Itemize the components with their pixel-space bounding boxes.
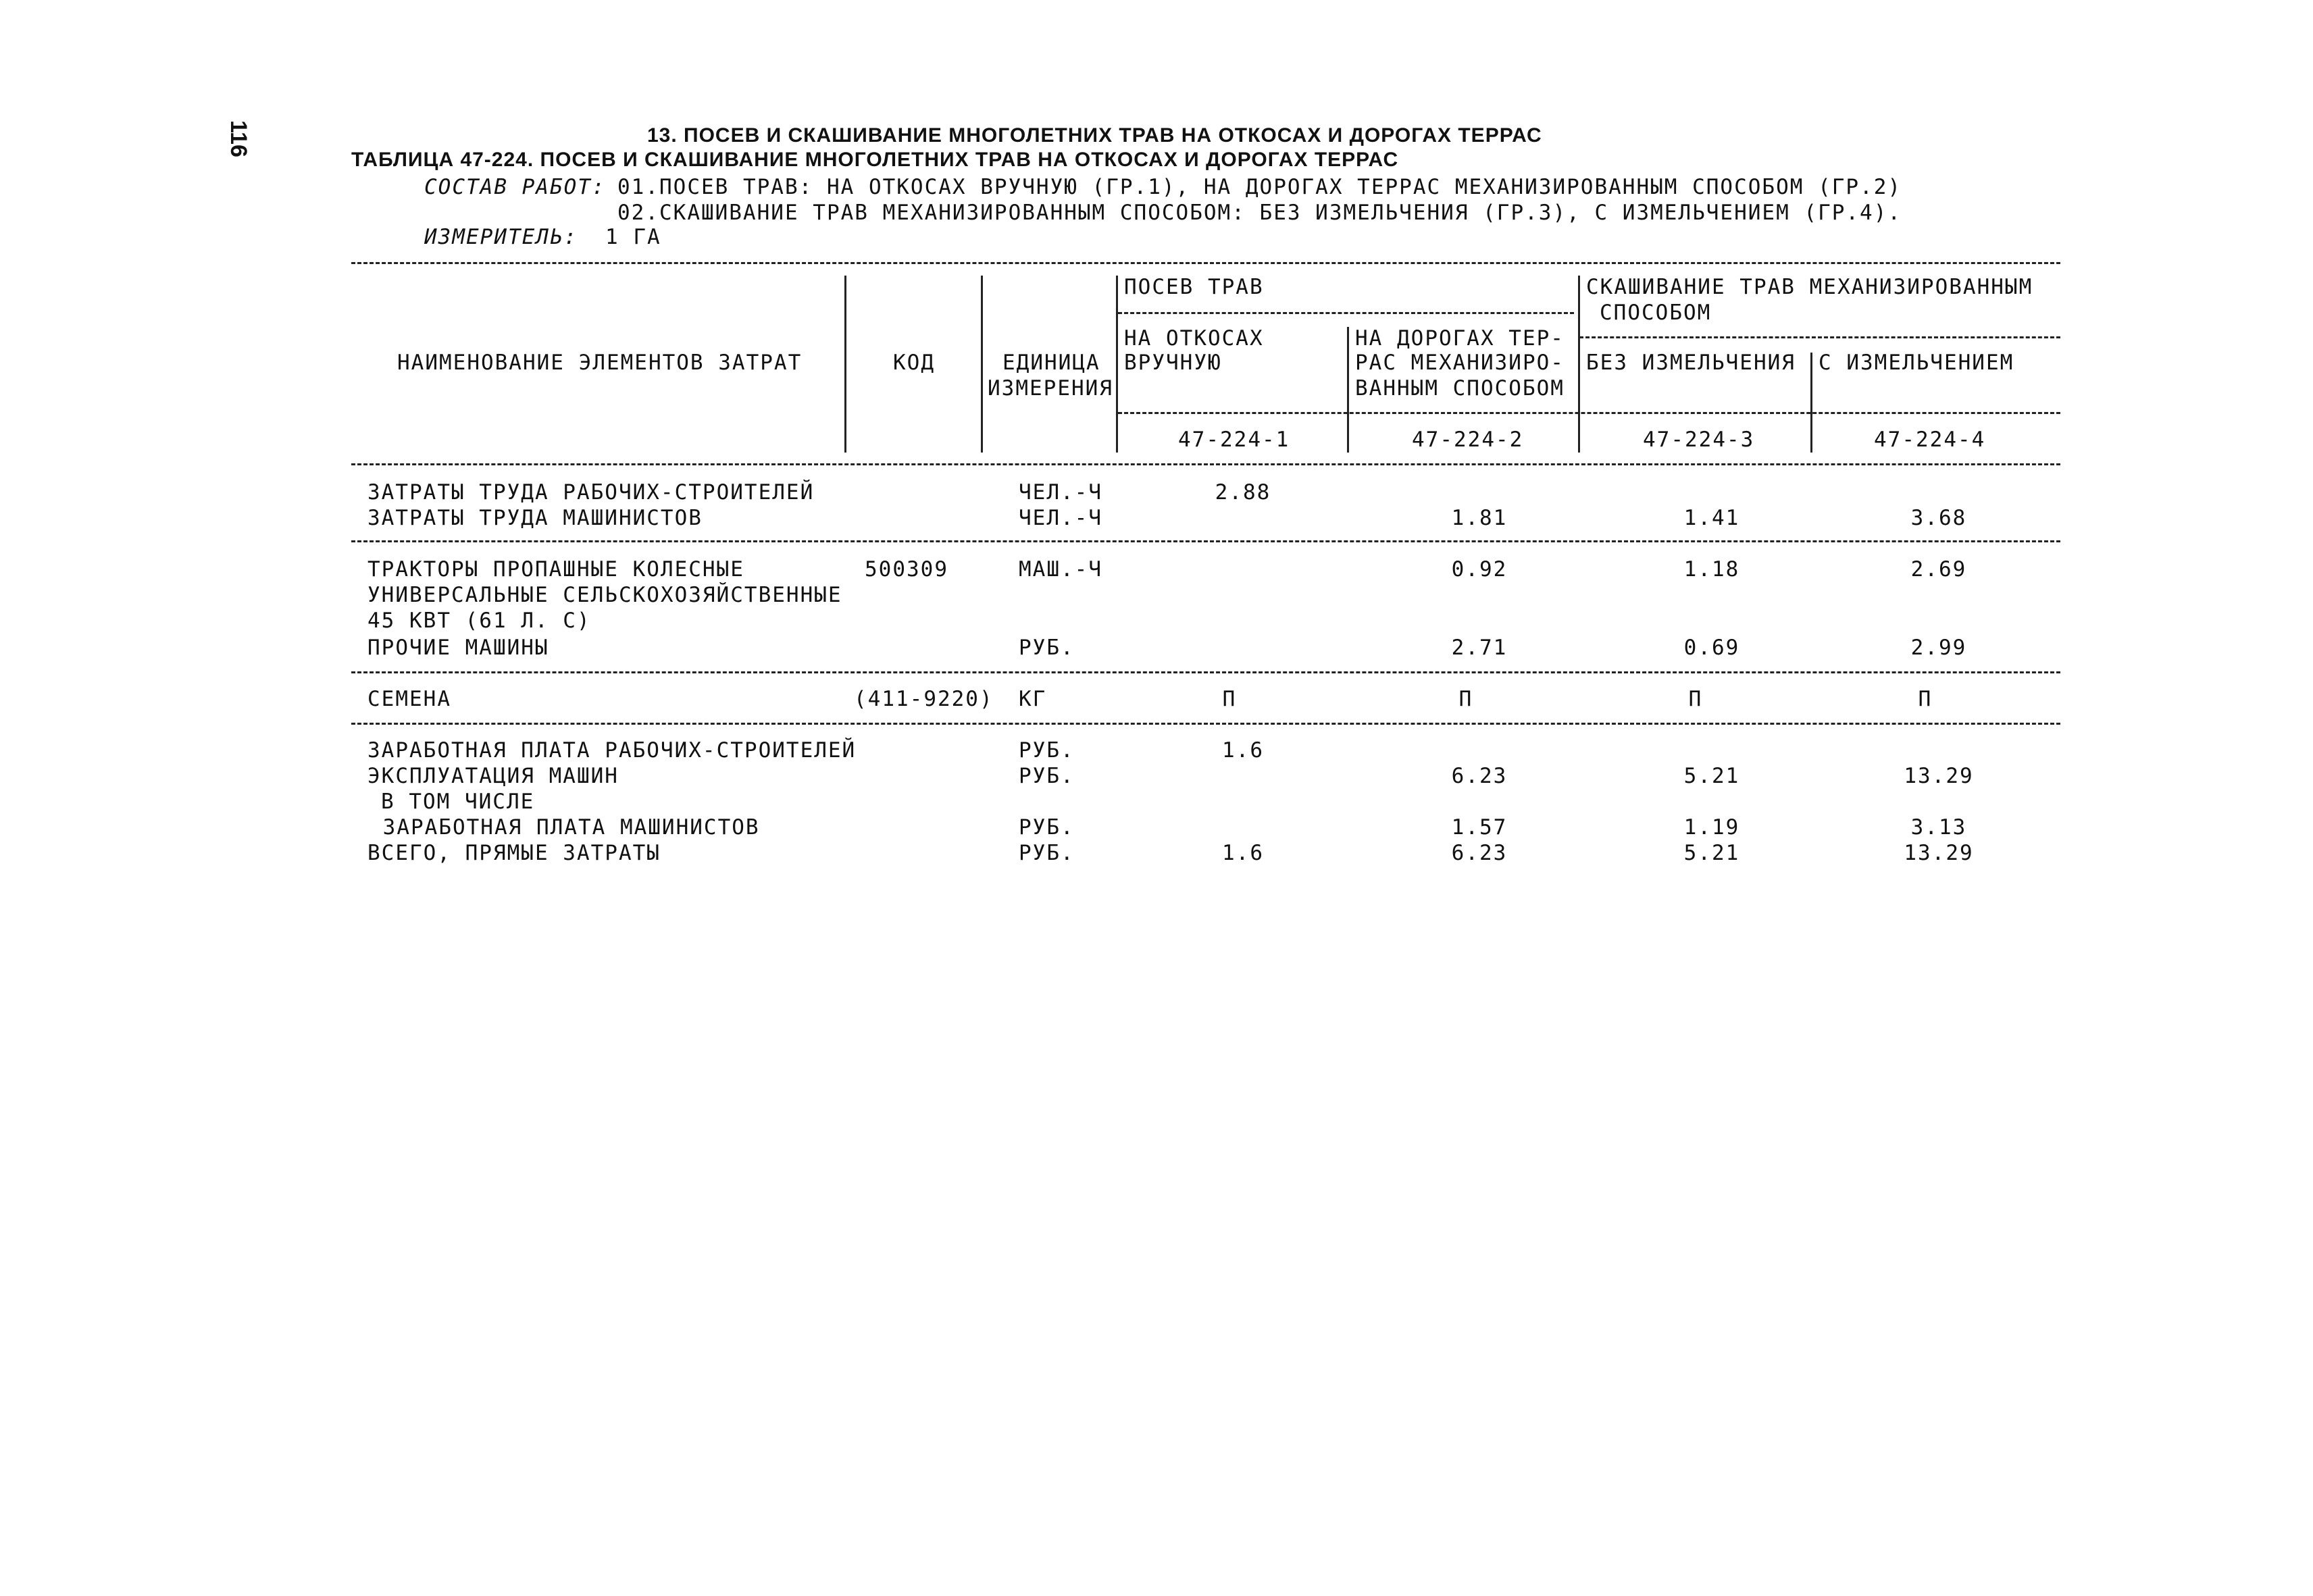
row-seeds-g1: П [1222,687,1237,711]
row-machine-operation-g4: 13.29 [1904,764,1974,788]
header-sowing: ПОСЕВ ТРАВ [1124,275,1264,299]
row-labor-operators-unit: ЧЕЛ.-Ч [1019,506,1102,530]
work-composition-line-2: 02.СКАШИВАНИЕ ТРАВ МЕХАНИЗИРОВАННЫМ СПОСОБОМ: БЕЗ ИЗМЕЛЬЧЕНИЯ (ГР.3), С ИЗМЕЛЬЧЕНИЕМ (ГР.4). [617,201,1902,225]
header-unit-line-1: ЕДИНИЦА [1002,351,1100,375]
meter-value: 1 ГА [605,225,661,249]
row-wages-workers-g1: 1.6 [1222,738,1264,763]
row-labor-workers-name: ЗАТРАТЫ ТРУДА РАБОЧИХ-СТРОИТЕЛЕЙ [367,480,815,505]
row-total-g3: 5.21 [1683,841,1740,865]
meter-label: ИЗМЕРИТЕЛЬ: [424,225,578,249]
row-seeds-g3: П [1688,687,1703,711]
row-wages-operators-g4: 3.13 [1910,815,1967,840]
row-tractors-name: ТРАКТОРЫ ПРОПАШНЫЕ КОЛЕСНЫЕ [367,557,744,582]
row-machine-operation-name: ЭКСПЛУАТАЦИЯ МАШИН [367,764,619,788]
sowing-group-rule [1118,312,1574,314]
header-group-1-line-1: НА ОТКОСАХ [1124,326,1264,351]
row-wages-workers-name: ЗАРАБОТНАЯ ПЛАТА РАБОЧИХ-СТРОИТЕЛЕЙ [367,738,857,763]
row-wages-operators-unit: РУБ. [1019,815,1075,840]
header-name: НАИМЕНОВАНИЕ ЭЛЕМЕНТОВ ЗАТРАТ [397,351,803,375]
row-labor-operators-g3: 1.41 [1683,506,1740,530]
header-bottom-rule [351,463,2060,465]
row-tractors-name-line-2: УНИВЕРСАЛЬНЫЕ СЕЛЬСКОХОЗЯЙСТВЕННЫЕ [367,583,842,607]
table-top-rule [351,262,2060,264]
row-machine-operation-g2: 6.23 [1451,764,1508,788]
table-title: ТАБЛИЦА 47-224. ПОСЕВ И СКАШИВАНИЕ МНОГОЛЕТНИХ ТРАВ НА ОТКОСАХ И ДОРОГАХ ТЕРРАС [351,149,1399,171]
row-seeds-code: (411-9220) [854,687,994,711]
header-separator [981,276,983,453]
page-number: 116 [226,120,251,157]
row-other-machines-g4: 2.99 [1910,636,1967,660]
header-separator [1578,276,1580,453]
row-machine-operation-unit: РУБ. [1019,764,1075,788]
header-group-2-line-3: ВАННЫМ СПОСОБОМ [1355,376,1565,401]
row-tractors-unit: МАШ.-Ч [1019,557,1102,582]
header-group-1-line-2: ВРУЧНУЮ [1124,351,1222,375]
row-labor-operators-g4: 3.68 [1910,506,1967,530]
row-labor-operators-name: ЗАТРАТЫ ТРУДА МАШИНИСТОВ [367,506,703,530]
row-total-unit: РУБ. [1019,841,1075,865]
header-mowing-line-1: СКАШИВАНИЕ ТРАВ МЕХАНИЗИРОВАННЫМ [1586,275,2033,299]
header-separator [1116,276,1118,453]
header-code-col-1: 47-224-1 [1178,428,1290,452]
row-tractors-g4: 2.69 [1910,557,1967,582]
header-separator [1347,327,1349,453]
row-tractors-g2: 0.92 [1451,557,1508,582]
row-tractors-code: 500309 [865,557,948,582]
row-other-machines-unit: РУБ. [1019,636,1075,660]
header-group-4: С ИЗМЕЛЬЧЕНИЕМ [1819,351,2014,375]
section-title: 13. ПОСЕВ И СКАШИВАНИЕ МНОГОЛЕТНИХ ТРАВ НА ОТКОСАХ И ДОРОГАХ ТЕРРАС [647,124,1542,147]
section-rule-1 [351,540,2060,542]
header-unit-line-2: ИЗМЕРЕНИЯ [988,376,1113,401]
row-total-g1: 1.6 [1222,841,1264,865]
row-tractors-g3: 1.18 [1683,557,1740,582]
row-machine-operation-g3: 5.21 [1683,764,1740,788]
row-labor-workers-g1: 2.88 [1215,480,1271,505]
header-separator [844,276,846,453]
header-separator [1810,353,1812,453]
row-machine-operation-name-line-2: В ТОМ ЧИСЛЕ [381,790,535,814]
row-labor-workers-unit: ЧЕЛ.-Ч [1019,480,1102,505]
group-code-rule [1118,412,2060,414]
mowing-group-rule [1579,336,2060,338]
row-other-machines-name: ПРОЧИЕ МАШИНЫ [367,636,549,660]
header-group-3: БЕЗ ИЗМЕЛЬЧЕНИЯ [1586,351,1796,375]
row-other-machines-g3: 0.69 [1683,636,1740,660]
row-tractors-name-line-3: 45 КВТ (61 Л. С) [367,609,591,633]
row-wages-operators-g3: 1.19 [1683,815,1740,840]
header-code: КОД [893,351,935,375]
row-wages-operators-name: ЗАРАБОТНАЯ ПЛАТА МАШИНИСТОВ [369,815,760,840]
work-composition-label: СОСТАВ РАБОТ: [424,175,606,199]
section-rule-2 [351,671,2060,673]
row-total-name: ВСЕГО, ПРЯМЫЕ ЗАТРАТЫ [367,841,661,865]
row-other-machines-g2: 2.71 [1451,636,1508,660]
section-rule-3 [351,723,2060,725]
row-seeds-g2: П [1458,687,1473,711]
header-mowing-line-2: СПОСОБОМ [1600,301,1712,325]
row-wages-operators-g2: 1.57 [1451,815,1508,840]
row-total-g4: 13.29 [1904,841,1974,865]
header-group-2-line-1: НА ДОРОГАХ ТЕР- [1355,326,1565,351]
header-code-col-4: 47-224-4 [1874,428,1986,452]
row-total-g2: 6.23 [1451,841,1508,865]
row-wages-workers-unit: РУБ. [1019,738,1075,763]
header-group-2-line-2: РАС МЕХАНИЗИРО- [1355,351,1565,375]
row-labor-operators-g2: 1.81 [1451,506,1508,530]
row-seeds-unit: КГ [1019,687,1047,711]
work-composition-line-1: 01.ПОСЕВ ТРАВ: НА ОТКОСАХ ВРУЧНУЮ (ГР.1), НА ДОРОГАХ ТЕРРАС МЕХАНИЗИРОВАННЫМ СПОСОБОМ (ГР.2) [617,175,1902,199]
header-code-col-2: 47-224-2 [1412,428,1524,452]
row-seeds-g4: П [1918,687,1933,711]
row-seeds-name: СЕМЕНА [367,687,451,711]
header-code-col-3: 47-224-3 [1643,428,1755,452]
